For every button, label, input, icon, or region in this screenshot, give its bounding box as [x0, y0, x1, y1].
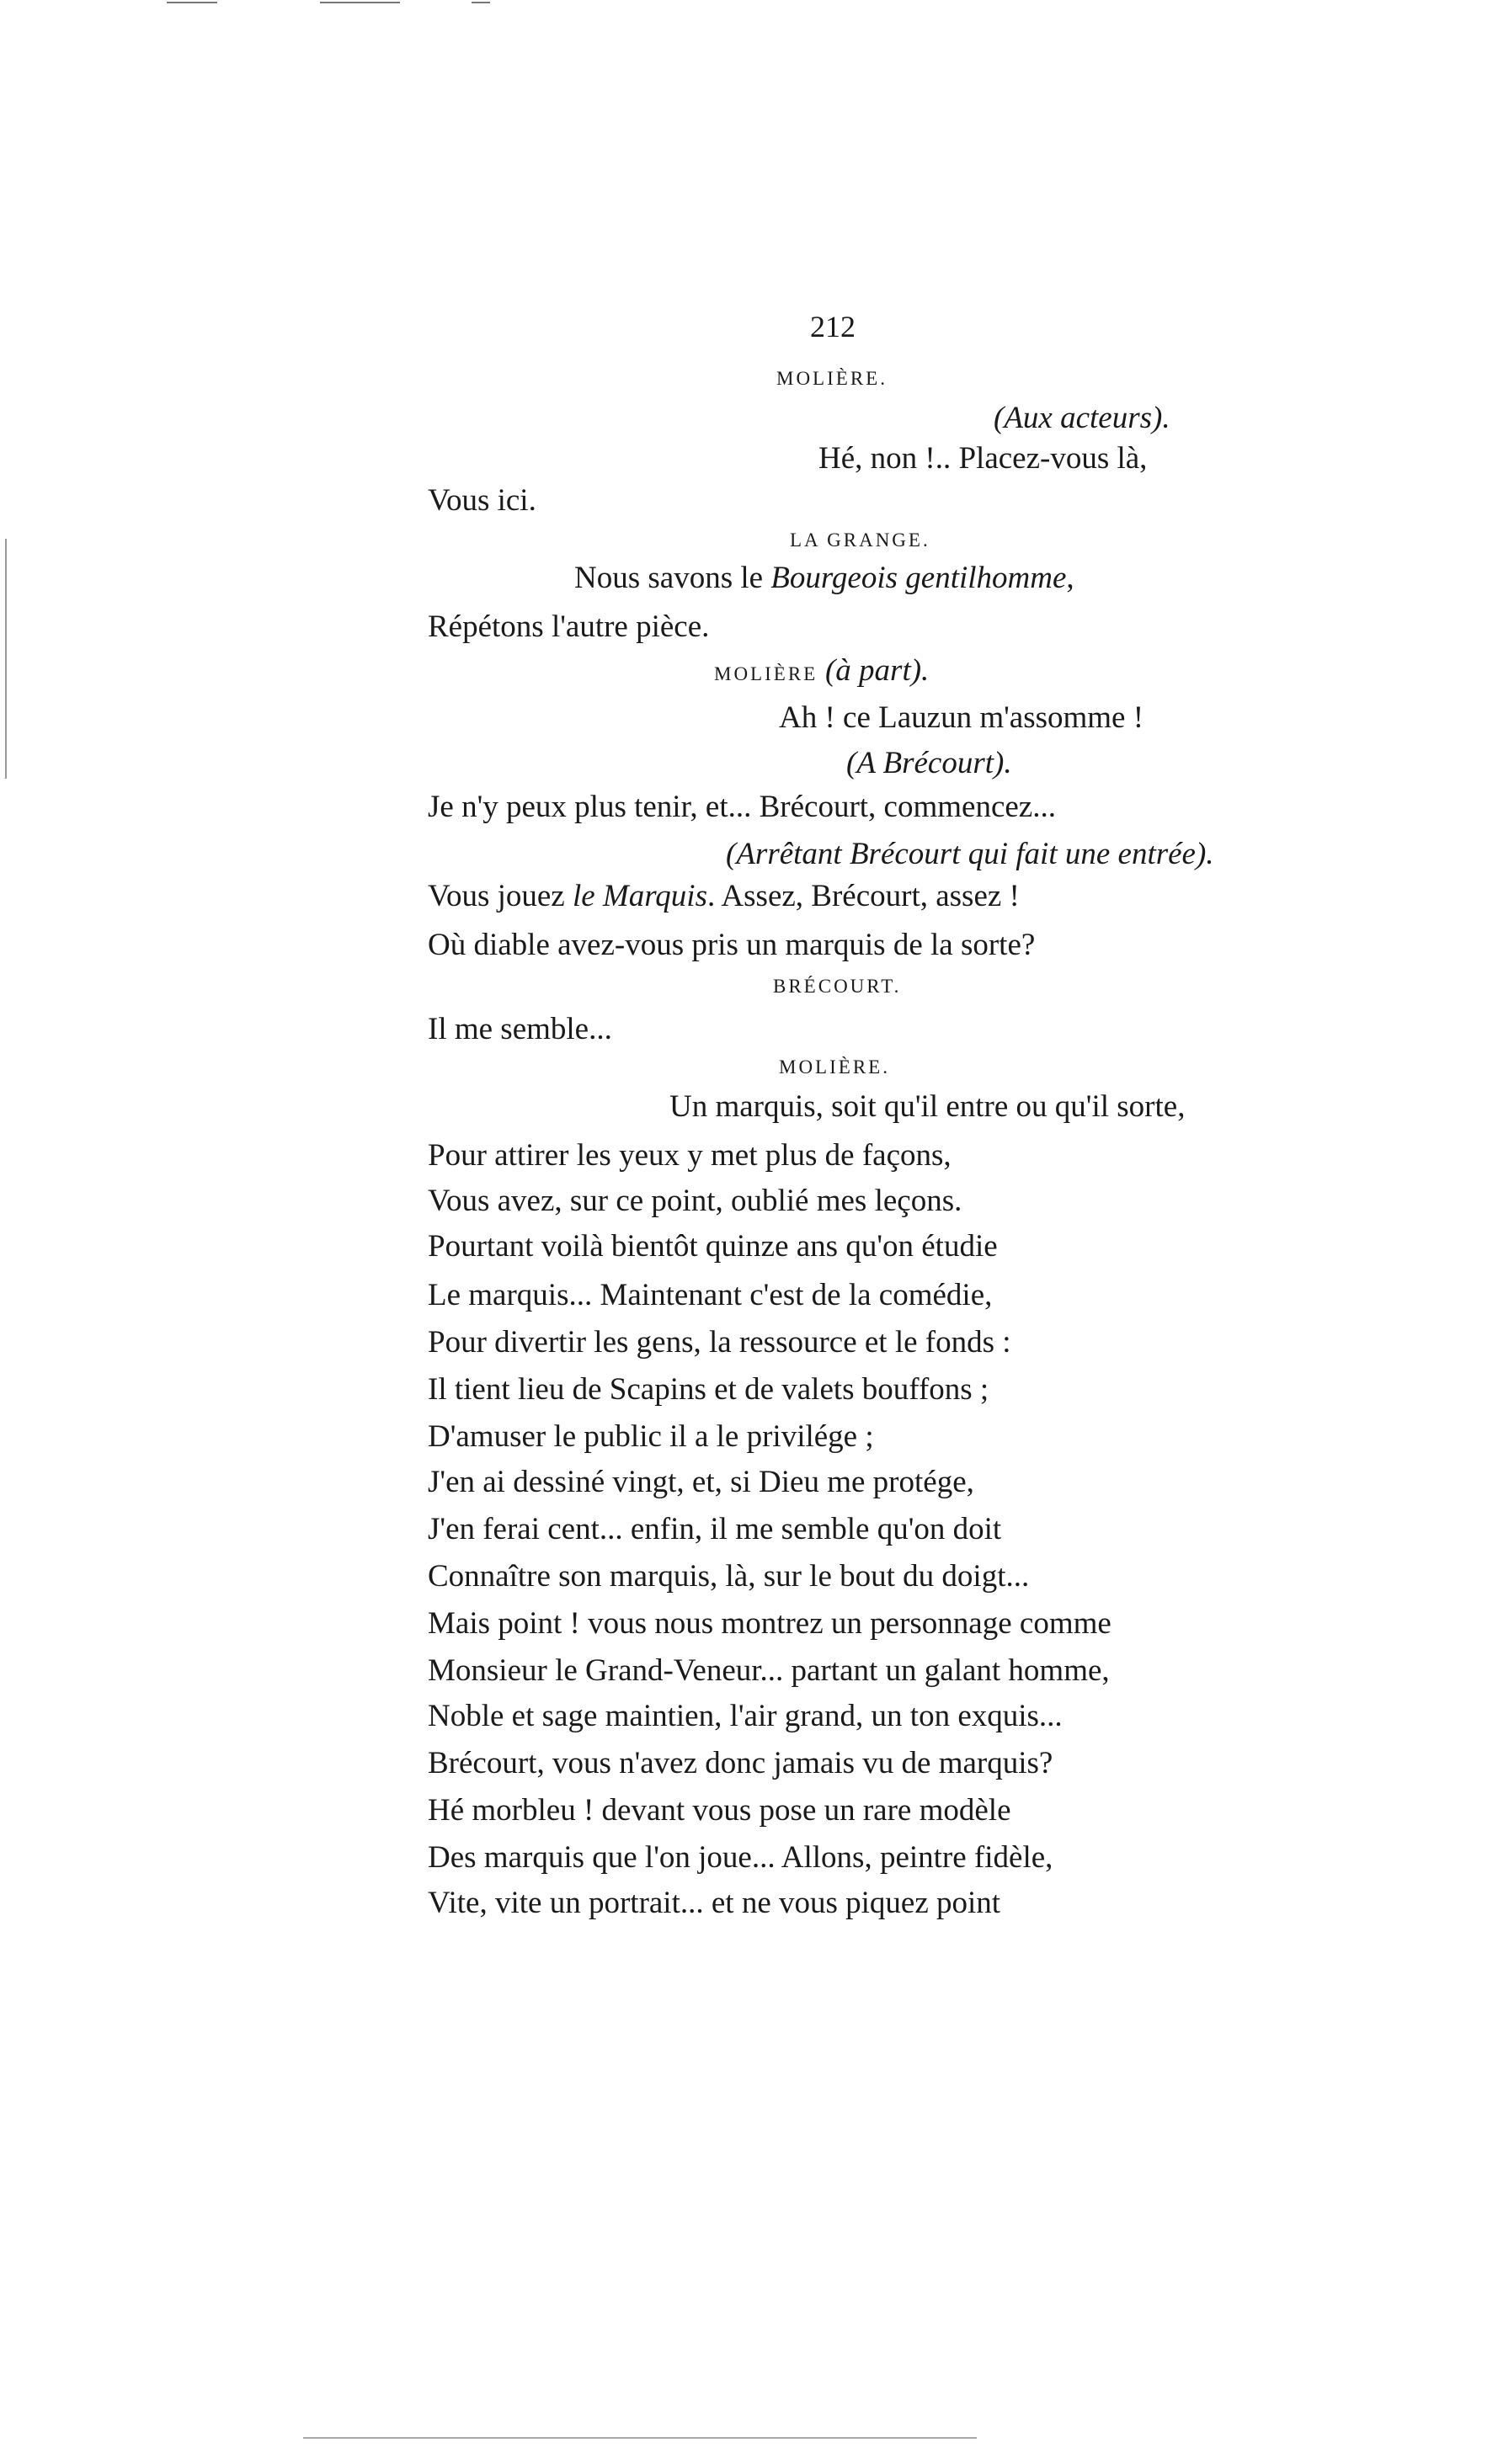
speaker-name: LA GRANGE. — [790, 530, 930, 551]
italic-title: Bourgeois gentilhomme — [770, 561, 1067, 595]
speaker-name: MOLIÈRE. — [776, 368, 888, 389]
dialogue-line: J'en ferai cent... enfin, il me semble qu'on doit — [428, 1512, 1002, 1546]
page-number: 212 — [810, 310, 856, 343]
dialogue-line: Un marquis, soit qu'il entre ou qu'il sorte, — [669, 1089, 1186, 1124]
dialogue-line: Des marquis que l'on joue... Allons, peintre fidèle, — [428, 1840, 1053, 1875]
speaker-name: MOLIÈRE. — [779, 1056, 890, 1078]
italic-title: le Marquis — [572, 879, 707, 913]
dialogue-line: Noble et sage maintien, l'air grand, un ton exquis... — [428, 1699, 1063, 1733]
dialogue-text: , — [1066, 561, 1074, 595]
stage-direction: (Aux acteurs). — [994, 401, 1170, 435]
dialogue-line: Hé, non !.. Placez-vous là, — [818, 441, 1148, 476]
stage-direction: (A Brécourt). — [846, 746, 1012, 780]
dialogue-line: Connaître son marquis, là, sur le bout du doigt... — [428, 1559, 1030, 1594]
bottom-scan-rule — [303, 2437, 977, 2439]
speaker-name: BRÉCOURT. — [773, 976, 902, 997]
dialogue-text: Vous jouez — [428, 879, 573, 913]
speaker-with-direction — [714, 655, 929, 686]
dialogue-line: Il tient lieu de Scapins et de valets bouffons ; — [428, 1372, 989, 1407]
dialogue-line: Vous ici. — [428, 483, 536, 518]
top-scan-rule — [320, 2, 400, 3]
dialogue-line: Où diable avez-vous pris un marquis de la sorte? — [428, 928, 1036, 962]
dialogue-line: Pour divertir les gens, la ressource et le fonds : — [428, 1325, 1011, 1360]
dialogue-line: Brécourt, vous n'avez donc jamais vu de marquis? — [428, 1746, 1053, 1780]
top-scan-rule — [472, 2, 490, 3]
left-scan-edge — [5, 539, 7, 779]
dialogue-line: Mais point ! vous nous montrez un personnage comme — [428, 1606, 1112, 1641]
dialogue-line — [428, 881, 1020, 912]
dialogue-line: Pour attirer les yeux y met plus de façons, — [428, 1138, 952, 1173]
dialogue-line: D'amuser le public il a le privilége ; — [428, 1419, 874, 1454]
dialogue-line: J'en ai dessiné vingt, et, si Dieu me protége, — [428, 1465, 974, 1499]
dialogue-line: Le marquis... Maintenant c'est de la comédie, — [428, 1278, 993, 1312]
dialogue-line: Pourtant voilà bientôt quinze ans qu'on étudie — [428, 1229, 998, 1264]
dialogue-line: Il me semble... — [428, 1012, 612, 1046]
speaker-name: MOLIÈRE — [714, 663, 825, 684]
dialogue-line: Je n'y peux plus tenir, et... Brécourt, commencez... — [428, 790, 1056, 824]
dialogue-line: Répétons l'autre pièce. — [428, 609, 710, 644]
dialogue-text: Nous savons le — [574, 561, 771, 595]
dialogue-line: Monsieur le Grand-Veneur... partant un galant homme, — [428, 1653, 1110, 1688]
stage-direction: (à part). — [824, 653, 930, 688]
stage-direction: (Arrêtant Brécourt qui fait une entrée). — [726, 837, 1214, 871]
dialogue-line: Hé morbleu ! devant vous pose un rare modèle — [428, 1793, 1011, 1828]
dialogue-text: . Assez, Brécourt, assez ! — [706, 879, 1020, 913]
dialogue-line: Ah ! ce Lauzun m'assomme ! — [779, 700, 1144, 735]
dialogue-line: Vous avez, sur ce point, oublié mes leçons. — [428, 1184, 962, 1218]
dialogue-line: Vite, vite un portrait... et ne vous piquez point — [428, 1886, 1001, 1920]
top-scan-rule — [167, 2, 217, 3]
dialogue-line — [574, 562, 1074, 593]
